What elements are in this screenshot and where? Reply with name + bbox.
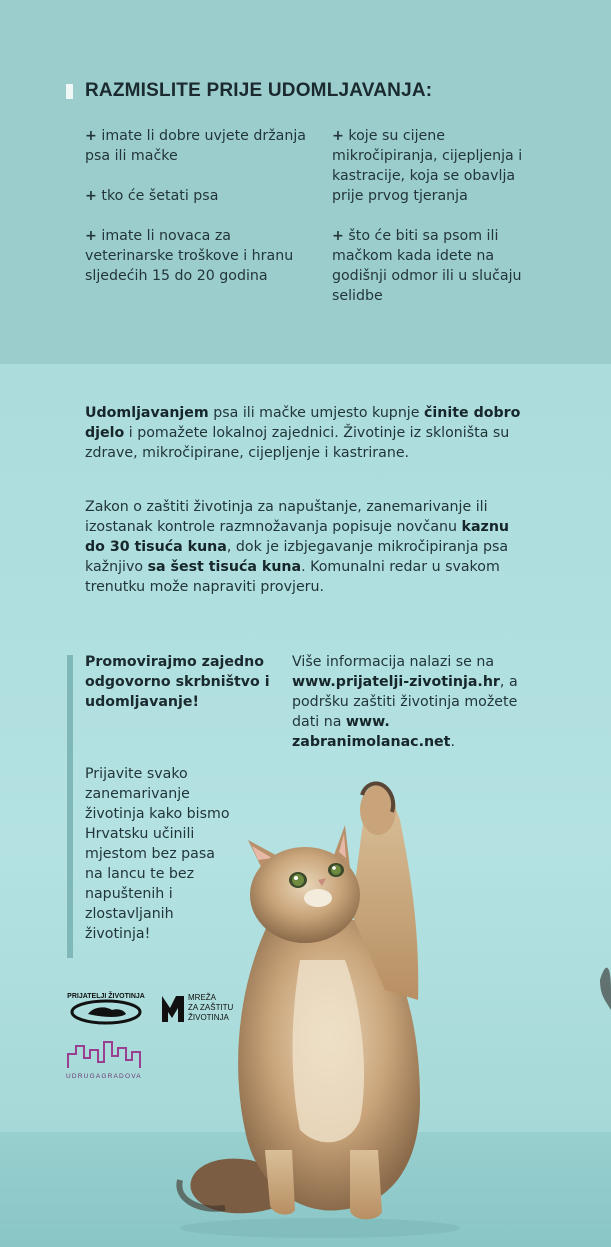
promo-heading: Promovirajmo zajedno odgovorno skrbništvo i udomljavanje! bbox=[85, 654, 270, 710]
law-paragraph: Zakon o zaštiti životinja za napuštanje, zanemarivanje ili izostanak kontrole razmnožavanja popisuje novčanu kaznu do 30 tisuća kuna, dok je izbjegavanje mikročipiranja psa kažnjivo sa šest tisuća kuna. Komunalni redar u svakom trenutku može napraviti provjeru. bbox=[85, 499, 510, 595]
checklist-item: + koje su cijene mikročipiranja, cijepljenja i kastracije, koja se obavlja prije prvog tjeranja bbox=[332, 128, 523, 204]
left-checklist bbox=[85, 126, 310, 306]
plus-icon: + bbox=[332, 228, 344, 244]
plus-icon: + bbox=[85, 128, 97, 144]
link-prijatelji-zivotinja[interactable]: www.prijatelji-zivotinja.hr bbox=[292, 674, 500, 690]
floor bbox=[0, 1132, 611, 1247]
promo-accent-bar bbox=[67, 655, 73, 958]
prijatelji-zivotinja-logo bbox=[66, 988, 146, 1028]
udruga-gradova-logo: UDRUGAGRADOVA bbox=[66, 1040, 146, 1084]
plus-icon: + bbox=[332, 128, 344, 144]
promo-body: Prijavite svako zanemarivanje životinja kako bismo Hrvatsku učinili mjestom bez pasa na lancu te bez napuštenih i zlostavljanih životinja! bbox=[85, 766, 230, 942]
checklist-item: + tko će šetati psa bbox=[85, 188, 219, 204]
info-text: Više informacija nalazi se na www.prijatelji-zivotinja.hr, a podršku zaštiti životinja možete dati na www. zabranimolanac.net. bbox=[292, 654, 518, 750]
plus-icon: + bbox=[85, 188, 97, 204]
adoption-paragraph: Udomljavanjem psa ili mačke umjesto kupnje činite dobro djelo i pomažete lokalnoj zajednici. Životinje iz skloništa su zdrave, mikročipirane, cijepljenje i kastrirane. bbox=[85, 405, 521, 461]
mreza-logo: MREŽA ZA ZAŠTITU ŽIVOTINJA bbox=[160, 990, 250, 1026]
right-checklist bbox=[332, 126, 547, 326]
page-title: RAZMISLITE PRIJE UDOMLJAVANJA: bbox=[85, 80, 433, 101]
svg-text:PRIJATELJI ŽIVOTINJA: PRIJATELJI ŽIVOTINJA bbox=[67, 993, 145, 1000]
checklist-item: + imate li dobre uvjete držanja psa ili mačke bbox=[85, 128, 306, 164]
plus-icon: + bbox=[85, 228, 97, 244]
checklist-item: + što će biti sa psom ili mačkom kada idete na godišnji odmor ili u slučaju selidbe bbox=[332, 228, 522, 304]
title-accent-bar bbox=[66, 84, 73, 99]
link-zabranimolanac[interactable]: www. zabranimolanac.net bbox=[292, 714, 451, 750]
checklist-item: + imate li novaca za veterinarske troškove i hranu sljedećih 15 do 20 godina bbox=[85, 228, 294, 284]
